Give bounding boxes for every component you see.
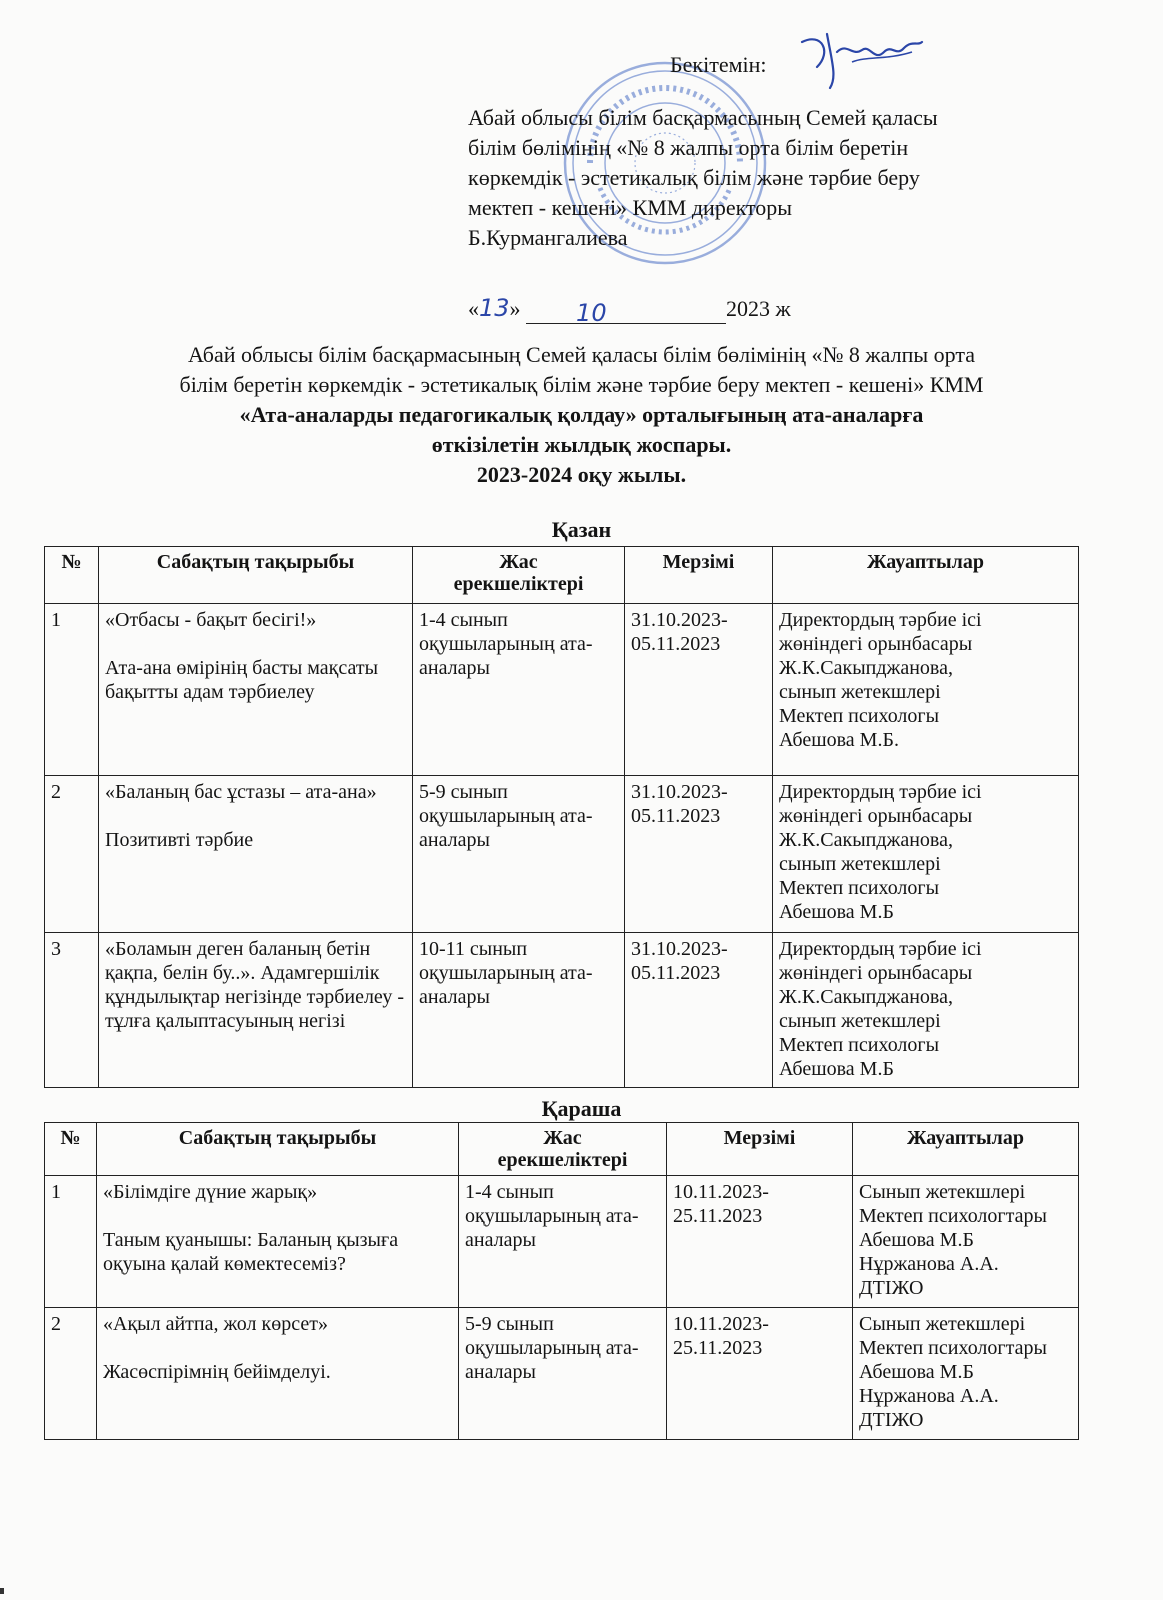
october-plan-table: [44, 546, 1079, 1088]
november-plan-table: [44, 1122, 1079, 1440]
row-date: 31.10.2023- 05.11.2023: [625, 776, 773, 933]
resp-line: Директордың тәрбие ісі: [779, 938, 982, 960]
heading-line: Абай облысы білім басқармасының Семей қаласы білім бөлімінің «№ 8 жалпы орта: [188, 342, 975, 367]
table-row: [45, 933, 1079, 1088]
topic-subtitle: Ата-ана өмірінің басты мақсаты бақытты адам тәрбиелеу: [105, 657, 379, 703]
row-responsible: [773, 776, 1079, 933]
topic-title: «Білімдіге дүние жарық»: [103, 1181, 318, 1203]
col-age-header: [459, 1123, 667, 1176]
month-title-october: Қазан: [551, 517, 612, 542]
approval-date: [468, 293, 791, 327]
resp-line: Абешова М.Б: [779, 901, 894, 923]
date-open-quote: «: [468, 296, 479, 321]
resp-line: Нұржанова А.А.: [859, 1253, 999, 1275]
table-row: [45, 604, 1079, 776]
row-date: 10.11.2023- 25.11.2023: [667, 1176, 853, 1308]
row-topic: [99, 776, 413, 933]
topic-subtitle: Жасөспірімнің бейімделуі.: [103, 1361, 331, 1383]
approval-title: Бекітемін:: [670, 52, 767, 77]
resp-line: жөніндегі орынбасары: [779, 633, 973, 655]
topic-title: «Баланың бас ұстазы – ата-ана»: [105, 781, 377, 803]
row-date: 31.10.2023- 05.11.2023: [625, 933, 773, 1088]
col-topic-header: Сабақтың тақырыбы: [97, 1123, 459, 1176]
col-resp-header: Жауаптылар: [853, 1123, 1079, 1176]
col-date-header: Мерзімі: [667, 1123, 853, 1176]
date-close-quote: »: [509, 296, 521, 321]
resp-line: жөніндегі орынбасары: [779, 805, 973, 827]
row-topic: [97, 1176, 459, 1308]
row-topic: [99, 933, 413, 1088]
resp-line: Абешова М.Б: [779, 1058, 894, 1080]
resp-line: Директордың тәрбие ісі: [779, 781, 982, 803]
row-age: 10-11 сынып оқушыларының ата-аналары: [413, 933, 625, 1088]
director-signature: [792, 22, 927, 92]
row-age: 5-9 сынып оқушыларының ата-аналары: [459, 1308, 667, 1440]
heading-title: «Ата-аналарды педагогикалық қолдау» орталығының ата-аналарға: [239, 402, 924, 427]
resp-line: ДТІЖО: [859, 1277, 924, 1299]
resp-line: Сынып жетекшлері: [859, 1181, 1026, 1203]
row-age: 1-4 сынып оқушыларының ата-аналары: [459, 1176, 667, 1308]
heading-line: білім беретін көркемдік - эстетикалық білім және тәрбие беру мектеп - кешені» КММ: [179, 372, 984, 397]
col-age-line: Жас: [499, 551, 538, 573]
resp-line: Ж.К.Сакыпджанова,: [779, 986, 953, 1008]
document-heading: [40, 340, 1123, 490]
resp-line: ДТІЖО: [859, 1409, 924, 1431]
resp-line: Мектеп психологы: [779, 877, 940, 899]
resp-line: жөніндегі орынбасары: [779, 962, 973, 984]
resp-line: Абешова М.Б: [859, 1229, 974, 1251]
date-month-line: [526, 298, 726, 327]
date-day-handwritten: 13: [479, 294, 510, 322]
approval-line: Б.Курмангалиева: [468, 225, 628, 250]
col-num-header: №: [45, 1123, 97, 1176]
col-age-line: ерекшеліктері: [497, 1149, 628, 1171]
row-responsible: [773, 933, 1079, 1088]
row-responsible: [853, 1176, 1079, 1308]
topic-subtitle: Таным қуанышы: Баланың қызыға оқуына қалай көмектесеміз?: [103, 1229, 399, 1275]
date-year: 2023 ж: [726, 296, 791, 321]
topic-subtitle: Позитивті тәрбие: [105, 829, 254, 851]
resp-line: сынып жетекшлері: [779, 853, 941, 875]
row-num: 1: [45, 1176, 97, 1308]
resp-line: Мектеп психологы: [779, 705, 940, 727]
row-topic: [97, 1308, 459, 1440]
resp-line: Ж.К.Сакыпджанова,: [779, 657, 953, 679]
table-header-row: [45, 547, 1079, 604]
row-num: 2: [45, 1308, 97, 1440]
col-age-line: ерекшеліктері: [453, 573, 584, 595]
scan-mark: [0, 1588, 4, 1594]
resp-line: Абешова М.Б: [859, 1361, 974, 1383]
row-responsible: [853, 1308, 1079, 1440]
resp-line: Ж.К.Сакыпджанова,: [779, 829, 953, 851]
approval-line: мектеп - кешені» КММ директоры: [468, 195, 793, 220]
col-date-header: Мерзімі: [625, 547, 773, 604]
row-num: 2: [45, 776, 99, 933]
resp-line: Сынып жетекшлері: [859, 1313, 1026, 1335]
resp-line: Мектеп психологтары: [859, 1205, 1047, 1227]
topic-title: «Боламын деген баланың бетін қақпа, белін бу..». Адамгершілік құндылықтар негізінде тәрбиелеу - тұлға қалыптасуының негізі: [105, 938, 404, 1032]
approval-line: білім бөлімінің «№ 8 жалпы орта білім беретін: [468, 135, 909, 160]
col-resp-header: Жауаптылар: [773, 547, 1079, 604]
row-date: 10.11.2023- 25.11.2023: [667, 1308, 853, 1440]
table-row: [45, 776, 1079, 933]
approval-line: көркемдік - эстетикалық білім және тәрбие беру: [468, 165, 920, 190]
row-date: 31.10.2023- 05.11.2023: [625, 604, 773, 776]
topic-title: «Ақыл айтпа, жол көрсет»: [103, 1313, 328, 1335]
col-topic-header: Сабақтың тақырыбы: [99, 547, 413, 604]
row-topic: [99, 604, 413, 776]
heading-year: 2023-2024 оқу жылы.: [476, 462, 687, 487]
resp-line: сынып жетекшлері: [779, 1010, 941, 1032]
resp-line: Абешова М.Б.: [779, 729, 899, 751]
approval-line: Абай облысы білім басқармасының Семей қаласы: [468, 105, 938, 130]
resp-line: Директордың тәрбие ісі: [779, 609, 982, 631]
table-row: [45, 1308, 1079, 1440]
row-age: 1-4 сынып оқушыларының ата-аналары: [413, 604, 625, 776]
resp-line: Нұржанова А.А.: [859, 1385, 999, 1407]
heading-title: өткізілетін жылдық жоспары.: [431, 432, 732, 457]
table-header-row: [45, 1123, 1079, 1176]
resp-line: Мектеп психологтары: [859, 1337, 1047, 1359]
col-age-line: Жас: [543, 1127, 582, 1149]
topic-title: «Отбасы - бақыт бесігі!»: [105, 609, 317, 631]
row-responsible: [773, 604, 1079, 776]
row-num: 3: [45, 933, 99, 1088]
approval-text: [468, 103, 1058, 253]
row-num: 1: [45, 604, 99, 776]
resp-line: сынып жетекшлері: [779, 681, 941, 703]
row-age: 5-9 сынып оқушыларының ата-аналары: [413, 776, 625, 933]
date-month-handwritten: 10: [576, 299, 607, 327]
col-age-header: [413, 547, 625, 604]
resp-line: Мектеп психологы: [779, 1034, 940, 1056]
col-num-header: №: [45, 547, 99, 604]
month-title-november: Қараша: [541, 1096, 622, 1121]
table-row: [45, 1176, 1079, 1308]
